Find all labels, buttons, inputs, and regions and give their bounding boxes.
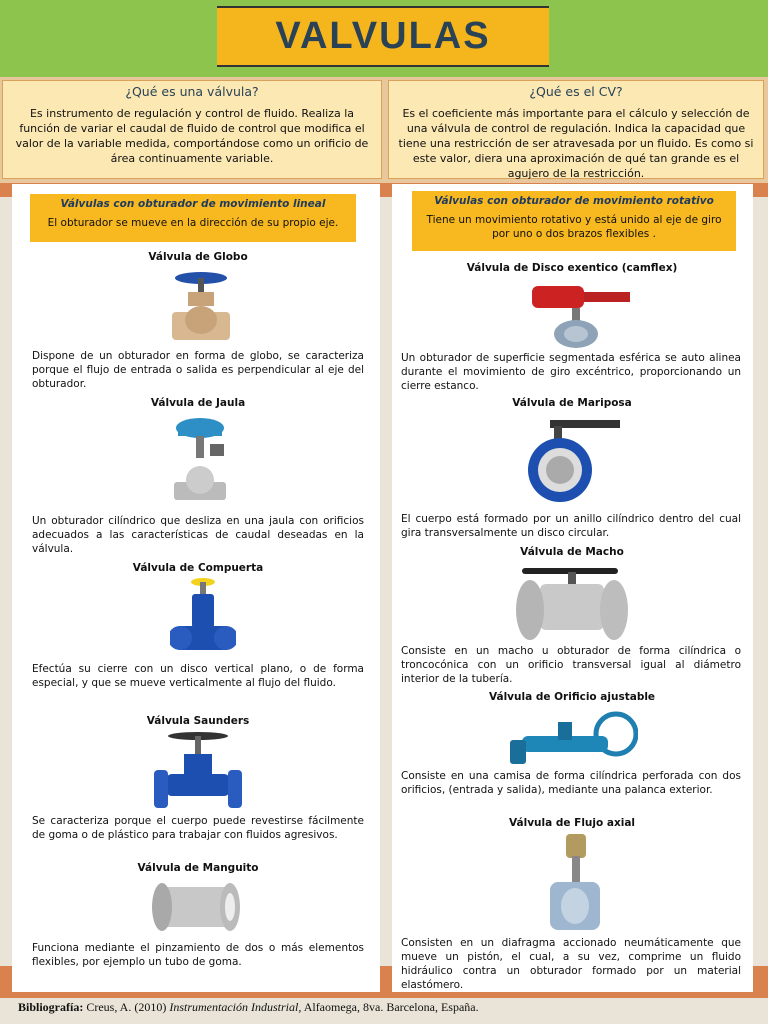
- bibliography-label: Bibliografía:: [18, 1000, 84, 1014]
- bibliography: [18, 1000, 479, 1015]
- globe-valve-image: [168, 268, 234, 348]
- valve-name: Válvula de Mariposa: [512, 397, 632, 409]
- valve-definition-title: ¿Qué es una válvula?: [125, 84, 259, 99]
- linear-heading: Válvulas con obturador de movimiento lineal: [60, 198, 326, 210]
- valve-description: Dispone de un obturador en forma de globo, se caracteriza porque el flujo de entrada o salida es perpendicular al eje del obturador.: [32, 350, 364, 390]
- adjustable-orifice-valve-image: [506, 708, 638, 770]
- rotary-text: Tiene un movimiento rotativo y está unido al eje de giro por uno o dos brazos flexibles .: [426, 214, 722, 240]
- cv-definition-text: Es el coeficiente más importante para el cálculo y selección de una válvula de control de regulación. Indica la capacidad que tiene una restricción de ser atravesada por un fluido. Es como si este valor, diera una aproximación de qué tan grande es el agujero de la restricción.: [398, 107, 754, 180]
- cv-definition-box: [388, 80, 764, 179]
- valve-name: Válvula de Macho: [520, 546, 624, 558]
- bibliography-book: Instrumentación Industrial,: [169, 1000, 302, 1014]
- valve-description: Un obturador cilíndrico que desliza en una jaula con orificios adecuados a las características de caudal deseadas en la válvula.: [32, 515, 364, 555]
- butterfly-valve-image: [520, 414, 624, 504]
- valve-description: El cuerpo está formado por un anillo cilíndrico dentro del cual gira transversalmente un disco circular.: [401, 513, 741, 539]
- axial-flow-valve-image: [544, 832, 606, 934]
- cv-definition-title: ¿Qué es el CV?: [529, 84, 623, 99]
- valve-description: Consiste en un macho u obturador de forma cilíndrica o troncocónica con un orificio transversal igual al diámetro interior de la tubería.: [401, 645, 741, 685]
- pinch-valve-image: [150, 877, 242, 937]
- saunders-valve-image: [152, 730, 244, 812]
- valve-definition-box: [2, 80, 382, 179]
- page-title: VALVULAS: [275, 15, 491, 57]
- title-box: [217, 6, 549, 67]
- bibliography-author: Creus, A. (2010): [86, 1000, 167, 1014]
- plug-valve-image: [514, 564, 630, 642]
- linear-header-box: [30, 194, 356, 242]
- valve-description: Se caracteriza porque el cuerpo puede revestirse fácilmente de goma o de plástico para trabajar con fluidos agresivos.: [32, 815, 364, 841]
- valve-name: Válvula de Manguito: [137, 862, 259, 874]
- valve-description: Efectúa su cierre con un disco vertical plano, o de forma especial, y que se mueve verticalmente al flujo del fluido.: [32, 663, 364, 689]
- linear-text: El obturador se mueve en la dirección de su propio eje.: [47, 217, 339, 229]
- valve-description: Consiste en una camisa de forma cilíndrica perforada con dos orificios, (entrada y salida), mediante una palanca exterior.: [401, 770, 741, 796]
- valve-description: Consisten en un diafragma accionado neumáticamente que mueve un pistón, el cual, a su vez, comprime un fluido hidráulico contra un obturador formado por un material elastómero.: [401, 937, 741, 991]
- valve-name: Válvula de Compuerta: [132, 562, 264, 574]
- valve-definition-text: Es instrumento de regulación y control de fluido. Realiza la función de variar el caudal de fluido de control que modifica el valor de la variable medida, comportándose como un orificio de área continuamente variable.: [15, 107, 369, 165]
- rotary-heading: Válvulas con obturador de movimiento rotativo: [434, 195, 714, 207]
- bibliography-rest: Alfaomega, 8va. Barcelona, España.: [303, 1000, 479, 1014]
- valve-description: Funciona mediante el pinzamiento de dos o más elementos flexibles, por ejemplo un tubo de goma.: [32, 942, 364, 968]
- valve-name: Válvula de Flujo axial: [508, 817, 636, 829]
- gate-valve-image: [170, 576, 236, 664]
- valve-name: Válvula de Jaula: [150, 397, 246, 409]
- valve-description: Un obturador de superficie segmentada esférica se auto alinea durante el movimiento de giro excéntrico, proporcionando un cierre estanco.: [401, 352, 741, 392]
- valve-name: Válvula Saunders: [146, 715, 250, 727]
- valve-name: Válvula de Globo: [148, 251, 248, 263]
- valve-name: Válvula de Orificio ajustable: [488, 691, 656, 703]
- eccentric-disc-valve-image: [528, 278, 632, 350]
- cage-valve-image: [170, 416, 230, 506]
- valve-name: Válvula de Disco exentico (camflex): [466, 262, 678, 274]
- rotary-header-box: [412, 191, 736, 251]
